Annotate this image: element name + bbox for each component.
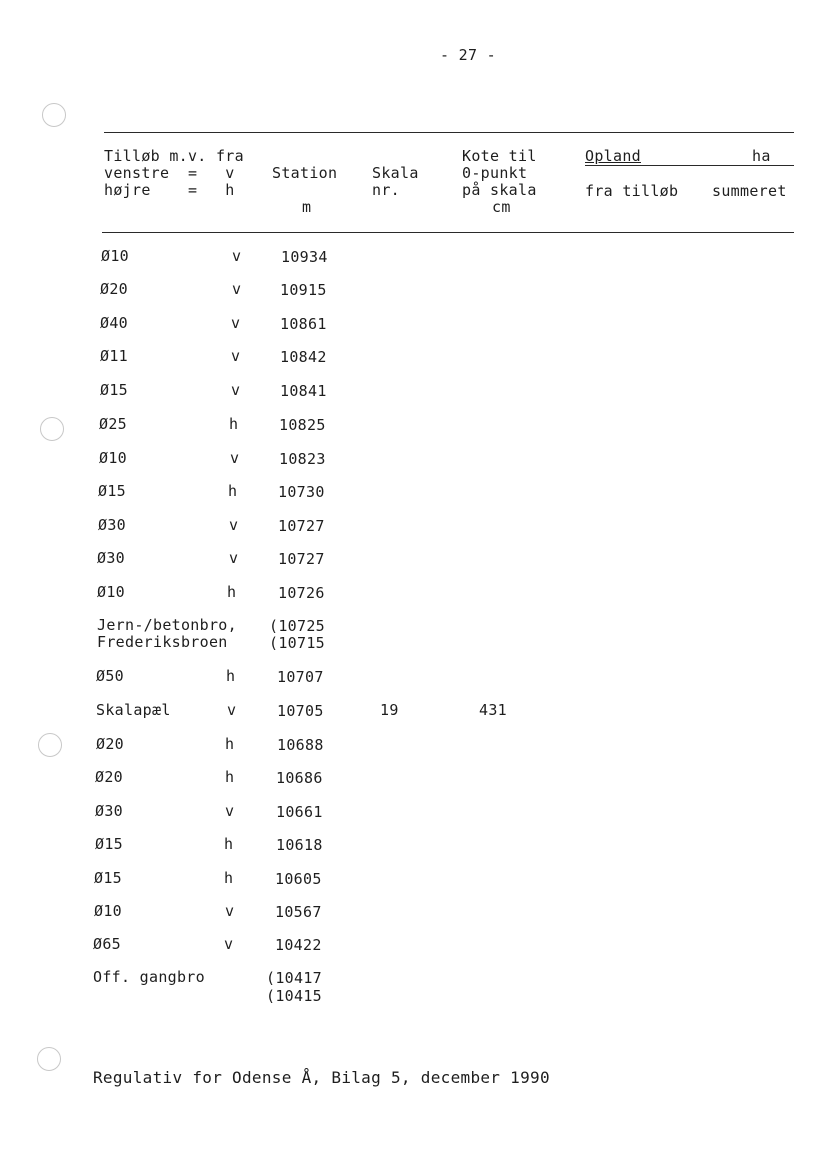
row-name-cell: Ø11 bbox=[100, 347, 128, 365]
row-station-cell: 10618 bbox=[276, 836, 323, 854]
header-opland: Opland bbox=[585, 147, 641, 165]
row-station-cell: 10861 bbox=[280, 315, 327, 333]
row-side-cell: v bbox=[231, 314, 241, 332]
row-name-cell: Ø15 bbox=[98, 482, 126, 500]
row-side-cell: v bbox=[229, 549, 239, 567]
row-station-cell: 10915 bbox=[280, 281, 327, 299]
header-top-rule bbox=[104, 132, 794, 133]
row-side-cell: v bbox=[230, 449, 240, 467]
row-side-cell: v bbox=[232, 280, 242, 298]
header-opland-unit: ha bbox=[752, 147, 771, 165]
row-name-cell: Ø15 bbox=[95, 835, 123, 853]
row-name-cell: Ø10 bbox=[94, 902, 122, 920]
row-side-cell: h bbox=[227, 583, 237, 601]
header-skala-line2: nr. bbox=[372, 181, 400, 199]
row-name-cell: Ø20 bbox=[100, 280, 128, 298]
footer-text: Regulativ for Odense Å, Bilag 5, december 1990 bbox=[93, 1068, 550, 1087]
row-name-cell: Ø30 bbox=[97, 549, 125, 567]
row-station-cell: (10417 bbox=[266, 969, 322, 987]
row-side-cell: v bbox=[231, 381, 241, 399]
row-skala-cell: 19 bbox=[380, 701, 399, 719]
row-station-cell: 10661 bbox=[276, 803, 323, 821]
punch-hole bbox=[37, 1047, 61, 1071]
row-side-cell: h bbox=[224, 835, 234, 853]
header-fra-tillob: fra tilløb bbox=[585, 182, 679, 200]
row-side-cell: h bbox=[228, 482, 238, 500]
row-station-cell: 10825 bbox=[279, 416, 326, 434]
header-kote-line1: Kote til bbox=[462, 147, 537, 165]
row-name-cell: Ø10 bbox=[101, 247, 129, 265]
row-station-cell: 10726 bbox=[278, 584, 325, 602]
row-name-cell: Ø15 bbox=[100, 381, 128, 399]
row-name-cell: Ø65 bbox=[93, 935, 121, 953]
row-name-cell: Ø50 bbox=[96, 667, 124, 685]
row-name-cell: Frederiksbroen bbox=[97, 633, 228, 651]
page-number: - 27 - bbox=[440, 46, 496, 64]
row-station-cell: 10727 bbox=[278, 550, 325, 568]
row-name-cell: Jern-/betonbro, bbox=[97, 616, 237, 634]
row-station-cell: 10934 bbox=[281, 248, 328, 266]
punch-hole bbox=[40, 417, 64, 441]
row-name-cell: Off. gangbro bbox=[93, 968, 205, 986]
row-side-cell: v bbox=[227, 701, 237, 719]
row-name-cell: Ø25 bbox=[99, 415, 127, 433]
header-station-unit: m bbox=[302, 198, 312, 216]
row-station-cell: 10823 bbox=[279, 450, 326, 468]
row-station-cell: 10841 bbox=[280, 382, 327, 400]
header-kote-line3: på skala bbox=[462, 181, 537, 199]
row-station-cell: 10567 bbox=[275, 903, 322, 921]
row-station-cell: (10725 bbox=[269, 617, 325, 635]
row-side-cell: v bbox=[225, 902, 235, 920]
row-side-cell: v bbox=[224, 935, 234, 953]
row-name-cell: Ø20 bbox=[96, 735, 124, 753]
opland-underline bbox=[585, 165, 794, 166]
row-side-cell: h bbox=[225, 768, 235, 786]
row-side-cell: v bbox=[229, 516, 239, 534]
header-station: Station bbox=[272, 164, 338, 182]
row-name-cell: Ø15 bbox=[94, 869, 122, 887]
row-station-cell: 10842 bbox=[280, 348, 327, 366]
row-side-cell: v bbox=[232, 247, 242, 265]
header-skala-line1: Skala bbox=[372, 164, 419, 182]
row-side-cell: h bbox=[224, 869, 234, 887]
header-kote-unit: cm bbox=[492, 198, 511, 216]
header-summeret: summeret bbox=[712, 182, 787, 200]
header-col1-line1: Tilløb m.v. fra bbox=[104, 147, 244, 165]
row-side-cell: h bbox=[226, 667, 236, 685]
row-station-cell: 10730 bbox=[278, 483, 325, 501]
row-station-cell: 10727 bbox=[278, 517, 325, 535]
row-station-cell: 10707 bbox=[277, 668, 324, 686]
row-side-cell: v bbox=[225, 802, 235, 820]
row-station-cell: (10415 bbox=[266, 987, 322, 1005]
row-name-cell: Ø20 bbox=[95, 768, 123, 786]
row-station-cell: 10686 bbox=[276, 769, 323, 787]
header-col1-line3: højre = h bbox=[104, 181, 235, 199]
row-name-cell: Ø10 bbox=[99, 449, 127, 467]
header-bottom-rule bbox=[102, 232, 794, 233]
row-station-cell: 10688 bbox=[277, 736, 324, 754]
punch-hole bbox=[42, 103, 66, 127]
row-side-cell: v bbox=[231, 347, 241, 365]
header-col1-line2: venstre = v bbox=[104, 164, 235, 182]
row-station-cell: (10715 bbox=[269, 634, 325, 652]
row-side-cell: h bbox=[225, 735, 235, 753]
row-side-cell: h bbox=[229, 415, 239, 433]
header-kote-line2: 0-punkt bbox=[462, 164, 528, 182]
row-station-cell: 10605 bbox=[275, 870, 322, 888]
row-name-cell: Ø10 bbox=[97, 583, 125, 601]
row-name-cell: Ø40 bbox=[100, 314, 128, 332]
punch-hole bbox=[38, 733, 62, 757]
row-station-cell: 10705 bbox=[277, 702, 324, 720]
row-name-cell: Skalapæl bbox=[96, 701, 171, 719]
row-station-cell: 10422 bbox=[275, 936, 322, 954]
row-name-cell: Ø30 bbox=[95, 802, 123, 820]
row-name-cell: Ø30 bbox=[98, 516, 126, 534]
row-kote-cell: 431 bbox=[479, 701, 507, 719]
